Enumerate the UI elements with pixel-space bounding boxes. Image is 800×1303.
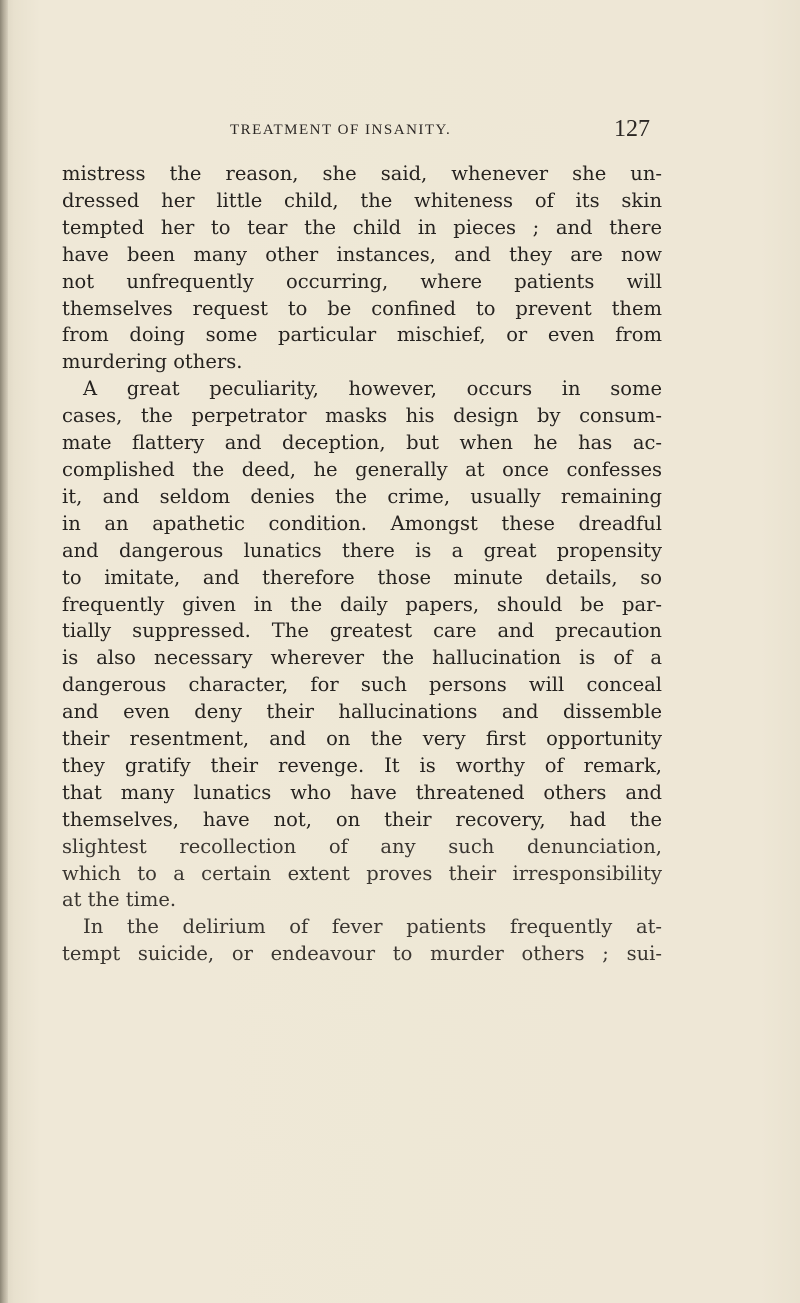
text-line: mate flattery and deception, but when he has ac- <box>62 431 662 455</box>
text-line: not unfrequently occurring, where patients will <box>62 269 662 293</box>
text-line: and even deny their hallucinations and dissemble <box>62 700 662 724</box>
text-line: their resentment, and on the very first opportunity <box>62 727 662 751</box>
text-line: is also necessary wherever the hallucination is of a <box>62 646 662 670</box>
text-line: tially suppressed. The greatest care and precaution <box>62 619 662 643</box>
text-line: that many lunatics who have threatened others and <box>62 780 662 804</box>
text-line: themselves request to be confined to prevent them <box>62 296 662 320</box>
text-line: tempted her to tear the child in pieces ; and there <box>62 215 662 239</box>
text-line: A great peculiarity, however, occurs in some <box>83 377 662 401</box>
text-line: slightest recollection of any such denunciation, <box>62 834 662 858</box>
text-line: dangerous character, for such persons will conceal <box>62 673 662 697</box>
text-line: mistress the reason, she said, whenever she un- <box>62 162 662 185</box>
text-line: and dangerous lunatics there is a great propensity <box>62 538 662 562</box>
text-line: dressed her little child, the whiteness of its skin <box>62 188 662 212</box>
text-line: from doing some particular mischief, or even from <box>62 323 662 347</box>
binding-gutter <box>0 0 8 1303</box>
text-line: to imitate, and therefore those minute details, so <box>62 565 662 589</box>
text-line: they gratify their revenge. It is worthy of remark, <box>62 753 662 777</box>
text-line: in an apathetic condition. Amongst these dreadful <box>62 511 662 535</box>
page-number: 127 <box>614 116 650 142</box>
text-line: cases, the perpetrator masks his design by consum- <box>62 404 662 428</box>
text-line: complished the deed, he generally at once confesses <box>62 457 662 481</box>
text-line: themselves, have not, on their recovery, had the <box>62 807 662 831</box>
running-head: TREATMENT OF INSANITY. <box>230 122 452 138</box>
text-line: which to a certain extent proves their irresponsibility <box>62 861 662 885</box>
text-line: murdering others. <box>62 350 243 374</box>
text-line: it, and seldom denies the crime, usually remaining <box>62 484 662 508</box>
text-line: at the time. <box>62 888 177 912</box>
text-line: frequently given in the daily papers, should be par- <box>62 592 662 616</box>
text-line: In the delirium of fever patients frequently at- <box>83 915 662 939</box>
text-line: have been many other instances, and they are now <box>62 242 662 266</box>
text-line: tempt suicide, or endeavour to murder others ; sui- <box>62 942 662 966</box>
body-text <box>62 161 662 968</box>
